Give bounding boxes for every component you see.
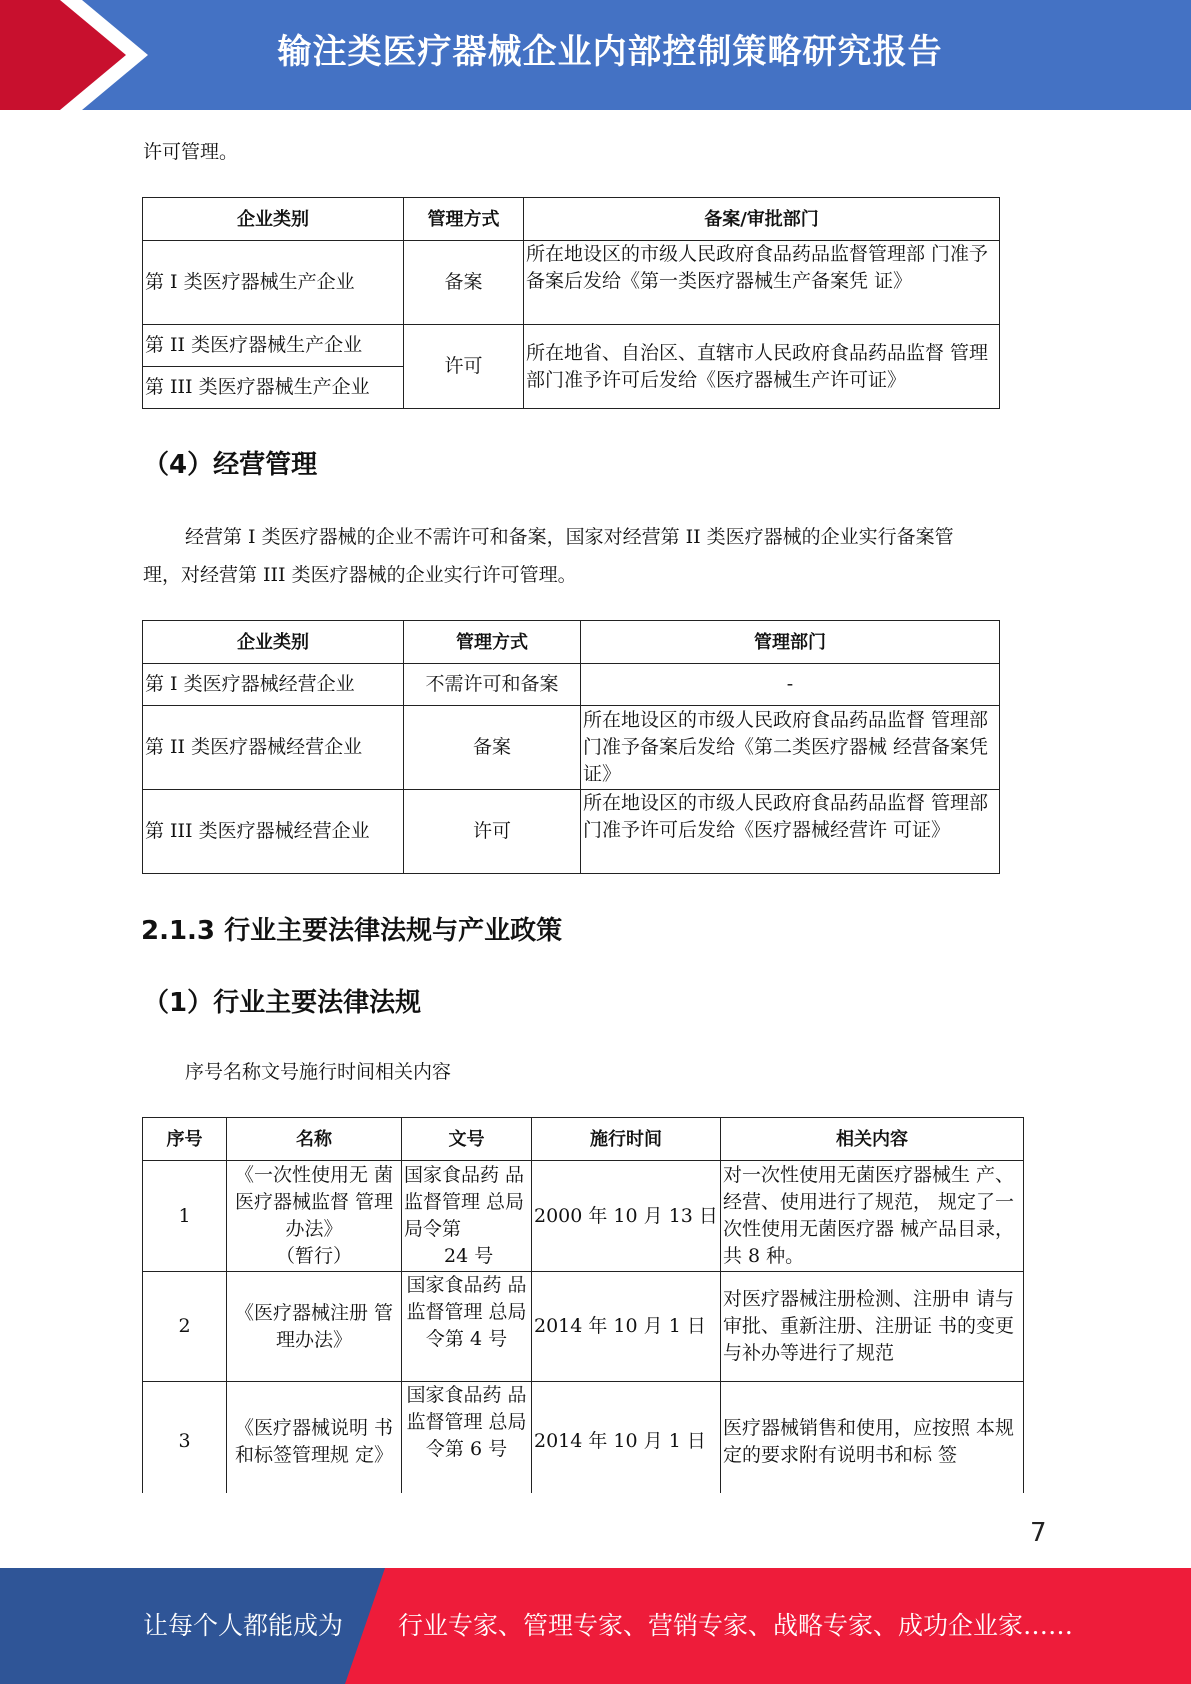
name-note: （暂行） [275, 1245, 352, 1267]
table-cell: 国家食品药 品监督管理 总局令第 4 号 [402, 1272, 532, 1382]
table-cell: 第 I 类医疗器械生产企业 [143, 241, 404, 325]
intro-line: 许可管理。 [143, 141, 239, 163]
table-header: 序号 [143, 1118, 227, 1161]
table-cell: 备案 [404, 706, 581, 790]
page-number: 7 [1030, 1518, 1047, 1548]
table-cell: 第 III 类医疗器械生产企业 [143, 367, 404, 409]
footer-slogan-left: 让每个人都能成为 [143, 1611, 344, 1640]
table-cell: 国家食品药 品监督管理 总局令第 6 号 [402, 1382, 532, 1494]
table-cell: 许可 [404, 325, 524, 409]
table-cell: 1 [143, 1161, 227, 1272]
table-header: 企业类别 [143, 198, 404, 241]
table-cell: 对一次性使用无菌医疗器械生 产、经营、使用进行了规范， 规定了一次性使用无菌医疗器 械产品目录，共 8 种。 [721, 1161, 1024, 1272]
table-cell: 2000 年 10 月 13 日 [532, 1161, 721, 1272]
table-header: 企业类别 [143, 621, 404, 664]
header-banner [0, 0, 1191, 110]
table-cell: 许可 [404, 790, 581, 874]
regulations-table-clip [142, 1117, 1024, 1493]
report-title: 输注类医疗器械企业内部控制策略研究报告 [277, 32, 943, 72]
table-cell: 3 [143, 1382, 227, 1494]
regulations-table [142, 1117, 1024, 1493]
paragraph-line: 理，对经营第 III 类医疗器械的企业实行许可管理。 [143, 564, 577, 586]
table-header: 施行时间 [532, 1118, 721, 1161]
table-cell: 《医疗器械注册 管理办法》 [227, 1272, 402, 1382]
table-header: 管理部门 [581, 621, 1000, 664]
table-cell: 不需许可和备案 [404, 664, 581, 706]
table-header: 相关内容 [721, 1118, 1024, 1161]
production-table [142, 197, 1000, 409]
footer-banner [0, 1568, 1191, 1684]
table-header: 名称 [227, 1118, 402, 1161]
table-cell: 第 II 类医疗器械经营企业 [143, 706, 404, 790]
table-header: 备案/审批部门 [524, 198, 1000, 241]
table-cell: - [581, 664, 1000, 706]
table-cell: 所在地省、自治区、直辖市人民政府食品药品监督 管理部门准予许可后发给《医疗器械生产许可证》 [524, 325, 1000, 409]
paragraph-line: 经营第 I 类医疗器械的企业不需许可和备案，国家对经营第 II 类医疗器械的企业实行备案管 [185, 526, 954, 548]
section-heading-4: （4）经营管理 [143, 450, 318, 480]
table-header: 管理方式 [404, 198, 524, 241]
table-cell: 备案 [404, 241, 524, 325]
table-cell: 第 I 类医疗器械经营企业 [143, 664, 404, 706]
table-cell: 医疗器械销售和使用，应按照 本规定的要求附有说明书和标 签 [721, 1382, 1024, 1494]
table-header: 文号 [402, 1118, 532, 1161]
table-cell: 所在地设区的市级人民政府食品药品监督 管理部门准予备案后发给《第二类医疗器械 经营备案凭证》 [581, 706, 1000, 790]
table-cell: 第 II 类医疗器械生产企业 [143, 325, 404, 367]
footer-slogan-right: 行业专家、管理专家、营销专家、战略专家、成功企业家…… [398, 1611, 1074, 1640]
name-text: 《一次性使用无 菌医疗器械监督 管理办法》 [234, 1164, 394, 1240]
table-cell: 《医疗器械说明 书和标签管理规 定》 [227, 1382, 402, 1494]
table-cell [402, 1161, 532, 1272]
table-cell: 2 [143, 1272, 227, 1382]
table-cell: 对医疗器械注册检测、注册申 请与审批、重新注册、注册证 书的变更与补办等进行了规范 [721, 1272, 1024, 1382]
section-heading-1: （1）行业主要法律法规 [143, 988, 422, 1018]
table-caption: 序号名称文号施行时间相关内容 [185, 1061, 452, 1083]
doc-note: 24 号 [444, 1245, 494, 1267]
table-cell: 所在地设区的市级人民政府食品药品监督管理部 门准予备案后发给《第一类医疗器械生产备案凭 证》 [524, 241, 1000, 325]
doc-text: 国家食品药 品监督管理 总局局令第 [404, 1164, 525, 1240]
table-cell: 第 III 类医疗器械经营企业 [143, 790, 404, 874]
section-heading-2-1-3: 2.1.3 行业主要法律法规与产业政策 [141, 916, 563, 946]
table-cell: 所在地设区的市级人民政府食品药品监督 管理部门准予许可后发给《医疗器械经营许 可证》 [581, 790, 1000, 874]
table-cell: 2014 年 10 月 1 日 [532, 1272, 721, 1382]
table-cell: 2014 年 10 月 1 日 [532, 1382, 721, 1494]
table-cell [227, 1161, 402, 1272]
table-header: 管理方式 [404, 621, 581, 664]
business-table [142, 620, 1000, 874]
